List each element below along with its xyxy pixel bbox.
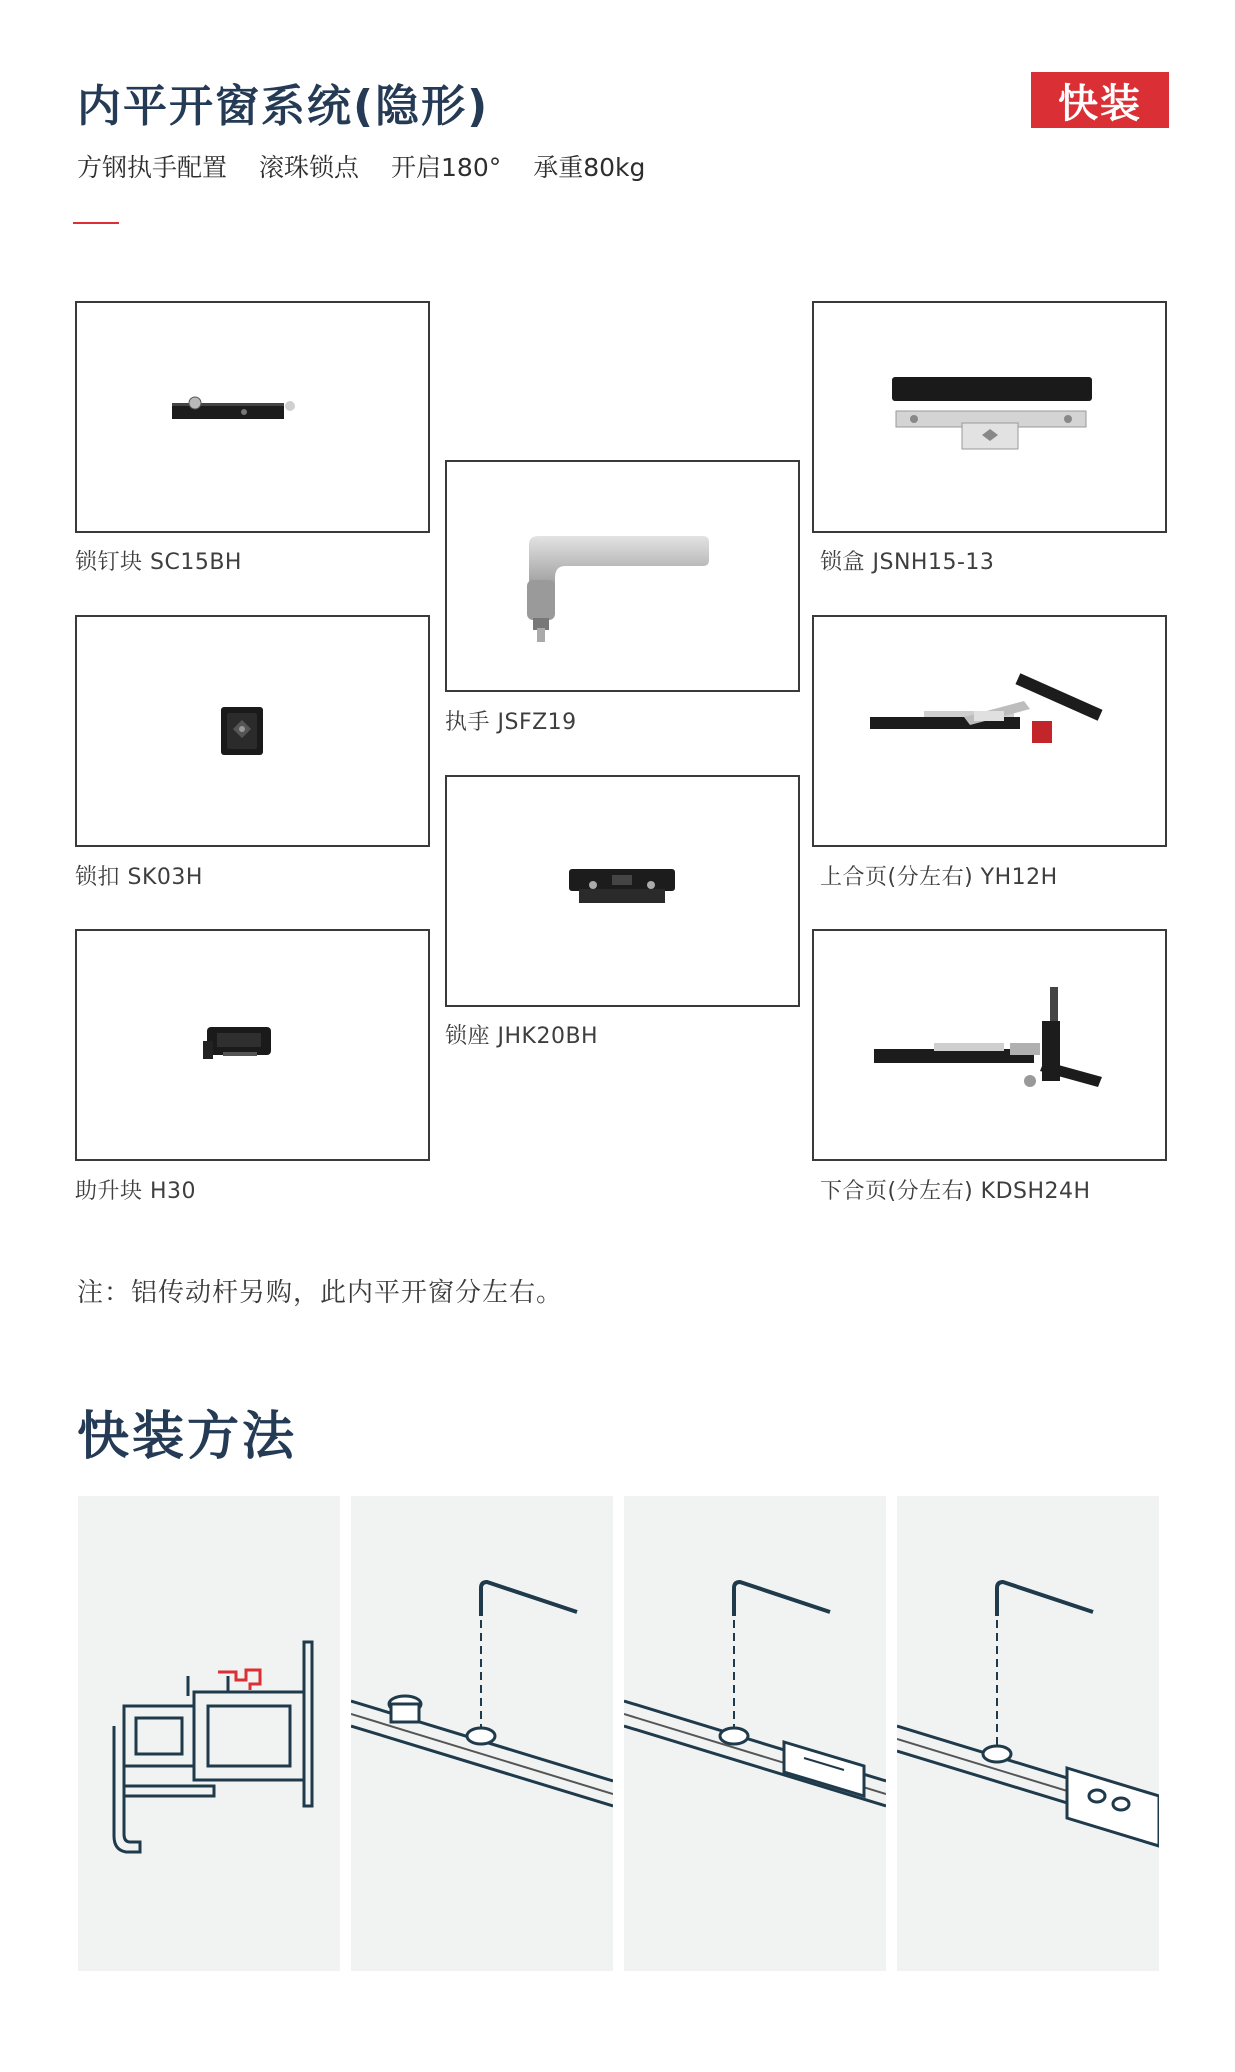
- step-panel-profile: [78, 1496, 340, 1971]
- feature-item: 滚珠锁点: [259, 153, 360, 182]
- step-panel-2: [624, 1496, 886, 1971]
- lock-box-image: [814, 303, 1165, 531]
- product-caption: 助升块 H30: [75, 1179, 197, 1204]
- feature-item: 方钢执手配置: [77, 153, 228, 182]
- handle-image: [447, 462, 798, 690]
- bottom-hinge-image: [814, 931, 1165, 1159]
- lock-pin-image: [77, 303, 428, 531]
- product-card-lock-seat: [445, 775, 800, 1007]
- top-hinge-image: [814, 617, 1165, 845]
- lift-block-image: [77, 931, 428, 1159]
- product-caption: 锁钉块 SC15BH: [75, 550, 242, 575]
- quick-install-badge: 快装: [1031, 72, 1169, 128]
- lock-seat-image: [447, 777, 798, 1005]
- product-card-lift-block: [75, 929, 430, 1161]
- product-card-lock-catch: [75, 615, 430, 847]
- product-card-handle: [445, 460, 800, 692]
- wrench-step-2-image: [624, 1496, 886, 1971]
- step-panel-3: [897, 1496, 1159, 1971]
- product-card-top-hinge: [812, 615, 1167, 847]
- profile-section-image: [78, 1496, 340, 1971]
- product-card-lock-box: [812, 301, 1167, 533]
- accent-divider: [73, 222, 119, 224]
- product-caption: 执手 JSFZ19: [445, 710, 577, 735]
- step-panel-1: [351, 1496, 613, 1971]
- note-text: 注：铝传动杆另购，此内平开窗分左右。: [77, 1278, 564, 1308]
- product-caption: 下合页(分左右) KDSH24H: [820, 1179, 1091, 1204]
- product-card-lock-pin: [75, 301, 430, 533]
- feature-item: 承重80kg: [533, 153, 646, 182]
- product-card-bottom-hinge: [812, 929, 1167, 1161]
- feature-item: 开启180°: [391, 153, 502, 182]
- product-caption: 锁座 JHK20BH: [445, 1024, 599, 1049]
- wrench-step-1-image: [351, 1496, 613, 1971]
- wrench-step-3-image: [897, 1496, 1159, 1971]
- lock-catch-image: [77, 617, 428, 845]
- product-caption: 锁扣 SK03H: [75, 865, 203, 890]
- method-title: 快装方法: [77, 1407, 298, 1467]
- page-title: 内平开窗系统(隐形): [77, 81, 490, 132]
- product-caption: 上合页(分左右) YH12H: [820, 865, 1058, 890]
- product-caption: 锁盒 JSNH15-13: [820, 550, 995, 575]
- feature-list: [77, 148, 645, 184]
